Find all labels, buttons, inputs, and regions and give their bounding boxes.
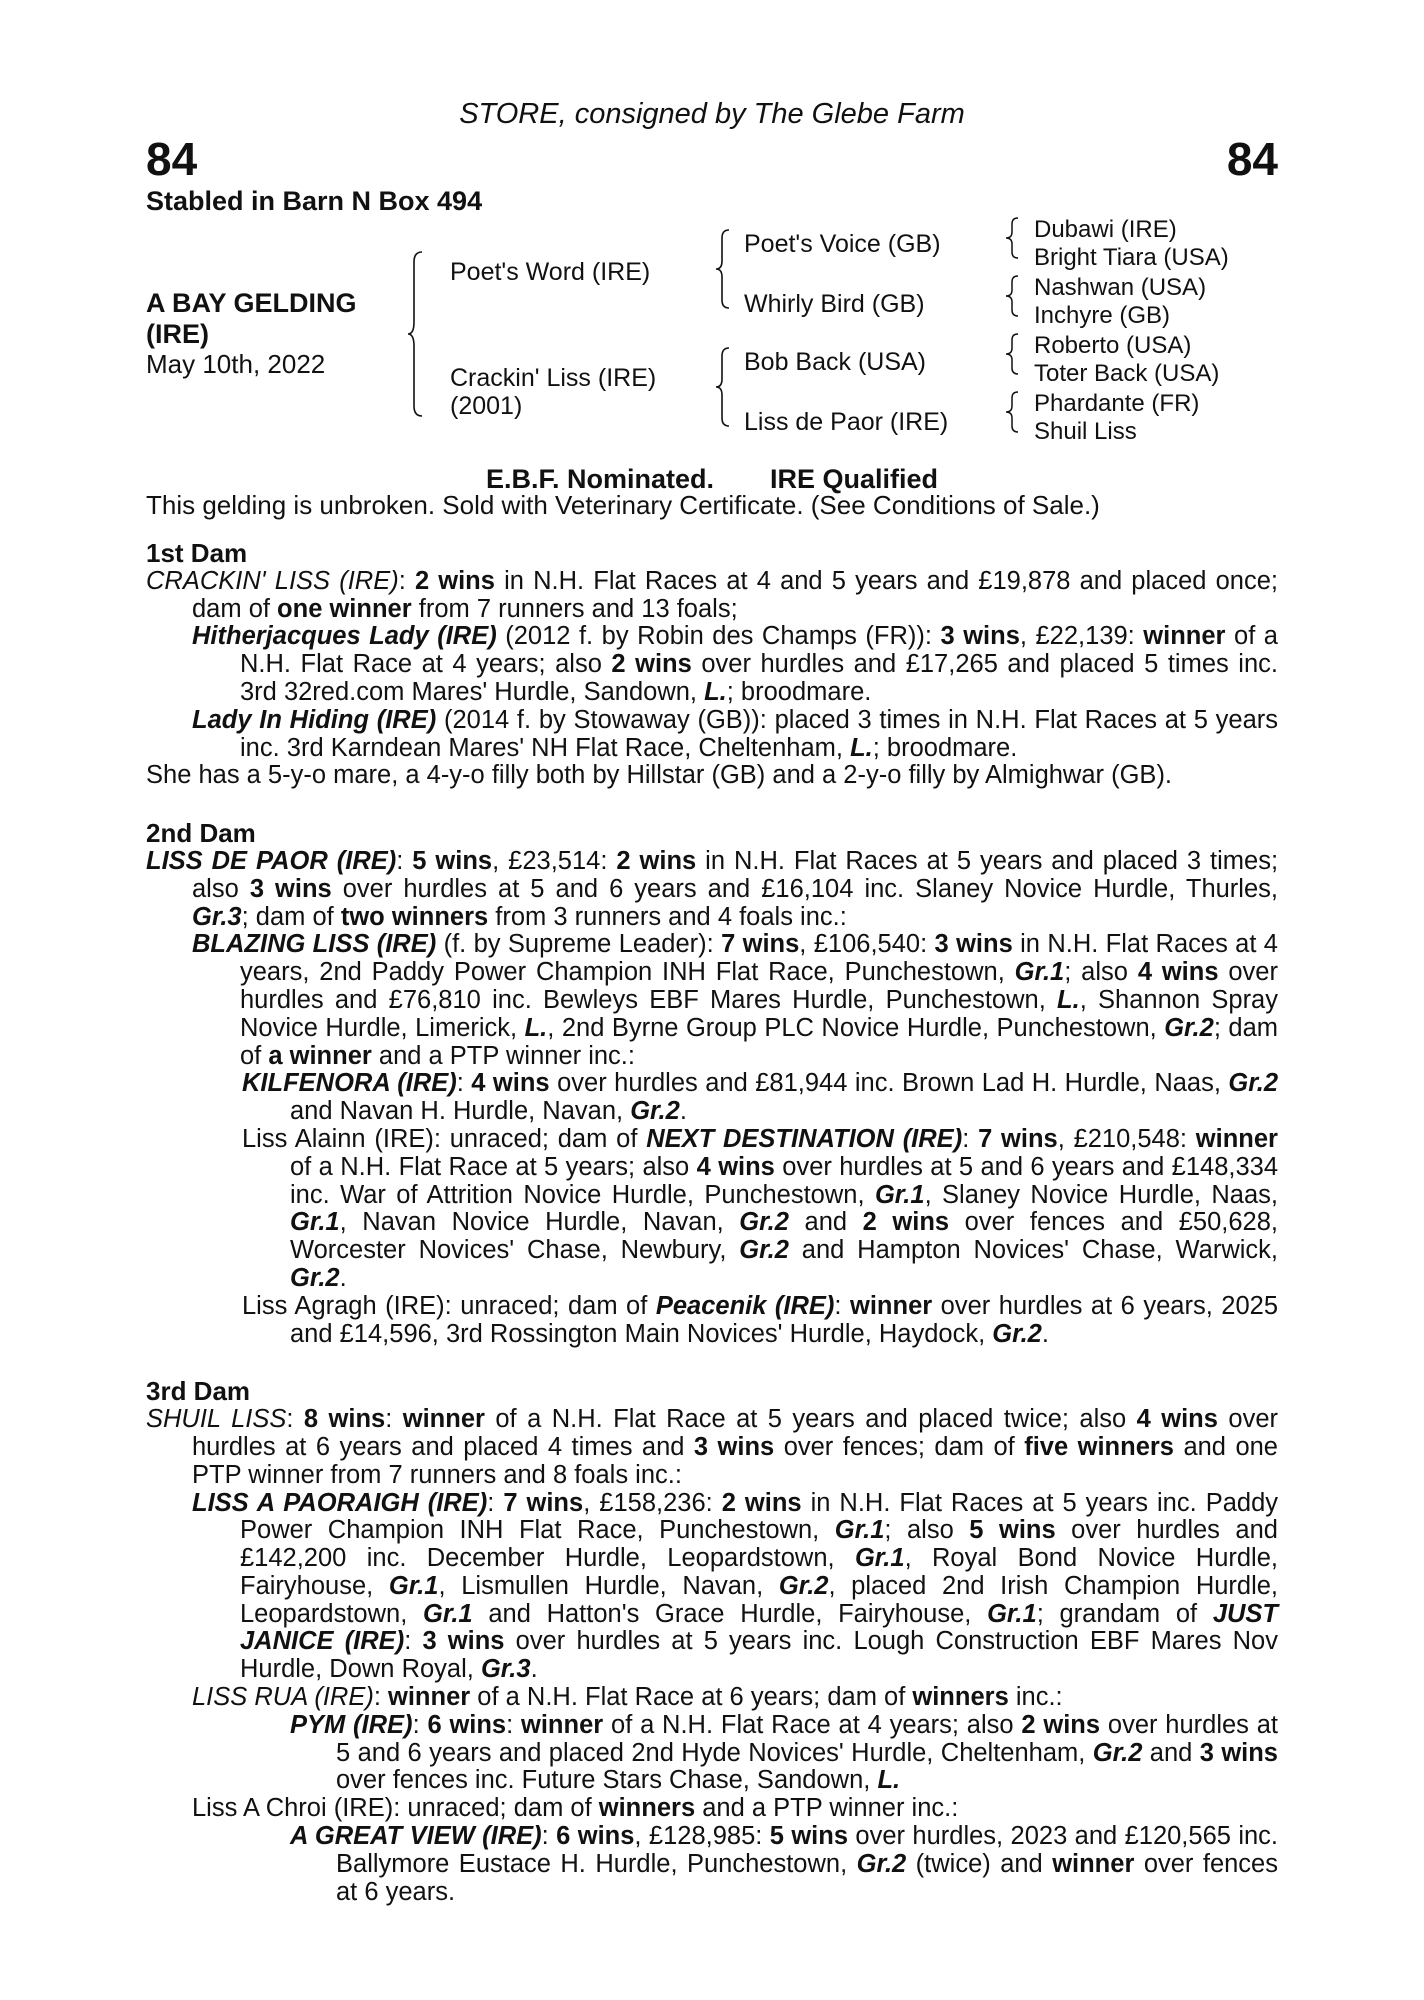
grand-produce-name: JUST JANICE (IRE) [240, 1599, 1278, 1656]
wins: 5 wins [412, 846, 493, 875]
dam3-produce-pym [146, 1712, 1278, 1795]
text: . [530, 1655, 538, 1684]
text: ; also [884, 1516, 970, 1545]
text: : [286, 1405, 304, 1434]
dam2-name: LISS DE PAOR (IRE) [146, 846, 397, 875]
gen2-poets-voice: Poet's Voice (GB) [744, 230, 941, 258]
wins: 3 wins [693, 1432, 775, 1461]
text: . [1041, 1319, 1049, 1348]
gen2-liss-de-paor: Liss de Paor (IRE) [744, 408, 949, 436]
text: : [404, 1627, 423, 1656]
text: : [396, 846, 413, 875]
group-race: Gr.2 [290, 1263, 340, 1292]
wins: 5 wins [969, 1516, 1056, 1545]
text: , £128,985: [634, 1822, 770, 1851]
group-race: Gr.2 [739, 1236, 789, 1265]
winner: winner [850, 1291, 933, 1320]
pedigree-brace-2b [716, 346, 734, 428]
ebf-nominated: E.B.F. Nominated. [485, 464, 714, 494]
text: over hurdles at 5 and 6 years and placed 2nd Hyde Novices' Hurdle, Cheltenham, [336, 1710, 1278, 1767]
dam1-young-stock: She has a 5-y-o mare, a 4-y-o filly both by Hillstar (GB) and a 2-y-o filly by Almighwar (GB). [146, 761, 1173, 790]
produce-name: LISS A PAORAIGH (IRE) [192, 1488, 488, 1517]
wins: 3 wins [1199, 1738, 1278, 1767]
text: ; broodmare. [726, 677, 872, 706]
winner: winner [1143, 622, 1226, 651]
winner: winner [388, 1683, 471, 1712]
gen2-whirly-bird: Whirly Bird (GB) [744, 290, 925, 318]
text: of a N.H. Flat Race at 4 years; also [240, 622, 1278, 679]
gen3-dubawi: Dubawi (IRE) [1034, 216, 1177, 243]
wins: 2 wins [611, 650, 692, 679]
dam3-produce-a-great-view [146, 1823, 1278, 1906]
consignor-line: STORE, consigned by The Glebe Farm [459, 98, 965, 130]
text: from 7 runners and 13 foals; [411, 594, 738, 623]
pedigree-brace-3c [1006, 332, 1022, 376]
text: and Hatton's Grace Hurdle, Fairyhouse, [472, 1599, 988, 1628]
text: over hurdles and £81,944 inc. Brown Lad H. Hurdle, Naas, [549, 1069, 1229, 1098]
dam3-entry [146, 1406, 1278, 1489]
text: (2014 f. by Stowaway (GB)): placed 3 times in N.H. Flat Races at 5 years inc. 3rd Karndean Mares' NH Flat Race, Cheltenham, [240, 705, 1278, 762]
text: . [679, 1097, 687, 1126]
gen3-inchyre: Inchyre (GB) [1034, 302, 1171, 329]
text: , £106,540: [799, 930, 935, 959]
group-race: Gr.1 [423, 1599, 473, 1628]
text: : [373, 1683, 389, 1712]
text: over fences and £50,628, Worcester Novices' Chase, Newbury, [290, 1208, 1278, 1265]
text: of a N.H. Flat Race at 4 years; also [603, 1710, 1022, 1739]
text: inc.: [1008, 1683, 1063, 1712]
winners-count: two winners [340, 902, 489, 931]
produce-name: LISS RUA (IRE) [192, 1683, 374, 1712]
produce-record [146, 540, 1278, 1906]
listed-race: L. [524, 1013, 548, 1042]
text: , £210,548: [1057, 1124, 1196, 1153]
winner: winner [521, 1710, 604, 1739]
text: ; also [1064, 958, 1138, 987]
produce-name: KILFENORA (IRE) [242, 1069, 457, 1098]
dam2-produce-kilfenora [146, 1070, 1278, 1126]
stabling-location: Stabled in Barn N Box 494 [146, 186, 483, 216]
text: from 3 runners and 4 foals inc.: [488, 902, 847, 931]
text: , Shannon Spray Novice Hurdle, Limerick, [240, 985, 1278, 1042]
dam1-produce-2 [146, 707, 1278, 763]
winner: winner [1052, 1849, 1135, 1878]
listed-race: L. [704, 677, 727, 706]
text: ; grandam of [1036, 1599, 1213, 1628]
wins: 5 wins [769, 1822, 849, 1851]
dam-year: (2001) [450, 392, 523, 420]
text: over hurdles and £142,200 inc. December Hurdle, Leopardstown, [240, 1516, 1278, 1573]
listed-race: L. [850, 733, 873, 762]
text: and a PTP winner inc.: [695, 1794, 959, 1823]
dam1-produce-1 [146, 623, 1278, 706]
foaling-date: May 10th, 2022 [146, 349, 326, 379]
group-race: Gr.2 [1228, 1069, 1279, 1098]
dam1-name: CRACKIN' LISS (IRE) [146, 566, 399, 595]
gen3-nashwan: Nashwan (USA) [1034, 274, 1207, 301]
text: , Royal Bond Novice Hurdle, Fairyhouse, [240, 1544, 1278, 1600]
produce-name: A GREAT VIEW (IRE) [290, 1822, 542, 1851]
text: : [487, 1488, 504, 1517]
text: and a PTP winner inc.: [371, 1041, 635, 1070]
lot-number-right: 84 [1226, 133, 1278, 185]
wins: 3 wins [940, 622, 1020, 651]
group-race: Gr.1 [1014, 958, 1065, 987]
text: , Navan Novice Hurdle, Navan, [339, 1208, 740, 1237]
produce-name: Hitherjacques Lady (IRE) [192, 622, 497, 651]
wins: 6 wins [556, 1822, 635, 1851]
group-race: Gr.2 [992, 1319, 1042, 1348]
group-race: Gr.2 [856, 1849, 907, 1878]
pedigree-brace-3a [1006, 216, 1022, 260]
text: : [962, 1124, 979, 1153]
produce-name: NEXT DESTINATION (IRE) [646, 1124, 963, 1153]
text: (f. by Supreme Leader): [436, 930, 722, 959]
group-race: Gr.2 [630, 1097, 680, 1126]
sale-conditions-note: This gelding is unbroken. Sold with Veterinary Certificate. (See Conditions of Sale.) [146, 490, 1100, 520]
wins: 7 wins [978, 1124, 1058, 1153]
gen3-phardante: Phardante (FR) [1034, 390, 1200, 417]
wins: 2 wins [721, 1488, 802, 1517]
produce-name: BLAZING LISS (IRE) [192, 930, 437, 959]
dam3-produce-liss-a-chroi [146, 1795, 1278, 1823]
text: over hurdles at 5 and 6 years and £148,334 inc. War of Attrition Novice Hurdle, Punchestown, [290, 1152, 1279, 1209]
text: , £158,236: [583, 1488, 722, 1517]
text: : [456, 1069, 472, 1098]
gen3-roberto: Roberto (USA) [1034, 332, 1192, 359]
winners-count: a winner [268, 1041, 372, 1070]
text: Liss Agragh (IRE): unraced; dam of [242, 1291, 656, 1320]
wins: 6 wins [427, 1710, 507, 1739]
horse-title-line2: (IRE) [146, 319, 209, 349]
text: and Navan H. Hurdle, Navan, [290, 1097, 631, 1126]
gen2-bob-back: Bob Back (USA) [744, 348, 927, 376]
text: , 2nd Byrne Group PLC Novice Hurdle, Punchestown, [547, 1013, 1165, 1042]
dam2-produce-liss-agragh [146, 1293, 1278, 1349]
dam3-produce-liss-rua [146, 1684, 1278, 1712]
wins: 4 wins [1137, 958, 1219, 987]
text: ; dam of [241, 902, 341, 931]
text: over fences inc. Future Stars Chase, Sandown, [336, 1766, 878, 1795]
wins: 3 wins [422, 1627, 505, 1656]
wins: 7 wins [721, 930, 800, 959]
ire-qualified: IRE Qualified [770, 464, 939, 494]
produce-name: Peacenik (IRE) [655, 1291, 835, 1320]
group-race: Gr.2 [1092, 1738, 1143, 1767]
wins: 3 wins [249, 874, 332, 903]
text: over hurdles at 6 years, 2025 and £14,596, 3rd Rossington Main Novices' Hurdle, Haydock, [290, 1291, 1279, 1348]
listed-race: L. [1057, 985, 1080, 1014]
wins: 2 wins [1021, 1710, 1101, 1739]
dam2-produce-liss-alainn [146, 1126, 1278, 1293]
winners-count: five winners [1024, 1432, 1174, 1461]
wins: 4 wins [696, 1152, 775, 1181]
text: , £22,139: [1019, 622, 1144, 651]
dam1-heading: 1st Dam [146, 538, 248, 568]
dam-name: Crackin' Liss (IRE) [450, 364, 657, 392]
text: : [412, 1710, 428, 1739]
gen3-toter-back: Toter Back (USA) [1034, 360, 1220, 387]
dam2-heading: 2nd Dam [146, 818, 256, 849]
winners-count: winners [912, 1683, 1009, 1712]
text: and one PTP winner from 7 runners and 8 foals inc.: [192, 1432, 1278, 1489]
winners-count: one winner [277, 594, 412, 623]
text: in N.H. Flat Races at 5 years inc. Paddy Power Champion INH Flat Race, Punchestown, [240, 1488, 1278, 1545]
dam3-heading: 3rd Dam [146, 1376, 251, 1407]
text: over hurdles at 5 years inc. Lough Construction EBF Mares Nov Hurdle, Down Royal, [240, 1627, 1278, 1684]
sire-name: Poet's Word (IRE) [450, 258, 651, 286]
produce-name: Lady In Hiding (IRE) [192, 705, 437, 734]
gen3-bright-tiara: Bright Tiara (USA) [1034, 244, 1229, 271]
text: , placed 2nd Irish Champion Hurdle, Leopardstown, [240, 1571, 1279, 1628]
text: and Hampton Novices' Chase, Warwick, [788, 1236, 1278, 1265]
text: and [788, 1208, 863, 1237]
horse-title-line1: A BAY GELDING [146, 288, 357, 318]
produce-name: PYM (IRE) [290, 1710, 413, 1739]
wins: 2 wins [616, 846, 697, 875]
text: , Lismullen Hurdle, Navan, [438, 1571, 779, 1600]
text: and [1142, 1738, 1200, 1767]
winners-count: winners [598, 1794, 696, 1823]
text: : [506, 1710, 522, 1739]
text: over fences at 6 years. [336, 1849, 1278, 1906]
text: , Slaney Novice Hurdle, Naas, [924, 1180, 1278, 1209]
horse-title [146, 288, 357, 350]
pedigree-brace-2a [716, 228, 734, 310]
text: : [398, 566, 415, 595]
group-race: Gr.1 [834, 1516, 885, 1545]
listed-race: L. [877, 1766, 901, 1795]
text: , £23,514: [492, 846, 617, 875]
text: over hurdles and £76,810 inc. Bewleys EBF Mares Hurdle, Punchestown, [240, 958, 1278, 1014]
text: over fences; dam of [774, 1432, 1025, 1461]
wins: 4 wins [471, 1069, 550, 1098]
dam2-produce-blazing-liss [146, 931, 1278, 1070]
text: . [339, 1263, 347, 1292]
winner: winner [1195, 1124, 1278, 1153]
text: (2012 f. by Robin des Champs (FR)): [496, 622, 941, 651]
text: over hurdles and £17,265 and placed 5 times inc. 3rd 32red.com Mares' Hurdle, Sandown, [240, 650, 1278, 706]
text: in N.H. Flat Races at 5 years and placed 3 times; also [192, 846, 1279, 903]
dam3-produce-liss-a-paoraigh [146, 1490, 1278, 1685]
text: : [834, 1291, 850, 1320]
text: over hurdles, 2023 and £120,565 inc. Ballymore Eustace H. Hurdle, Punchestown, [336, 1822, 1279, 1878]
group-race: Gr.1 [874, 1180, 925, 1209]
dam2-entry [146, 848, 1278, 931]
text: ; broodmare. [872, 733, 1018, 762]
wins: 8 wins [303, 1405, 386, 1434]
text: : [541, 1822, 557, 1851]
text: of a N.H. Flat Race at 5 years; also [290, 1152, 697, 1181]
pedigree-brace-1 [408, 250, 428, 418]
text: : [385, 1405, 403, 1434]
gen3-shuil-liss: Shuil Liss [1034, 418, 1137, 445]
group-race: Gr.3 [480, 1655, 531, 1684]
text: over hurdles at 5 and 6 years and £16,104 inc. Slaney Novice Hurdle, Thurles, [331, 874, 1278, 903]
wins: 2 wins [414, 566, 495, 595]
group-race: Gr.1 [388, 1571, 439, 1600]
group-race: Gr.1 [987, 1599, 1037, 1628]
wins: 4 wins [1136, 1405, 1218, 1434]
group-race: Gr.2 [1164, 1013, 1214, 1042]
wins: 7 wins [503, 1488, 584, 1517]
text: of a N.H. Flat Race at 6 years; dam of [470, 1683, 913, 1712]
text: over hurdles at 6 years and placed 4 times and [192, 1405, 1279, 1461]
text: of a N.H. Flat Race at 5 years and placed twice; also [484, 1405, 1137, 1434]
text: in N.H. Flat Races at 4 and 5 years and £19,878 and placed once; dam of [192, 566, 1278, 623]
wins: 2 wins [862, 1208, 950, 1237]
text: ; dam of [240, 1013, 1279, 1070]
pedigree-brace-3d [1006, 390, 1022, 434]
lot-number-left: 84 [146, 133, 198, 185]
wins: 3 wins [934, 930, 1013, 959]
text: (twice) and [906, 1849, 1053, 1878]
pedigree-brace-3b [1006, 274, 1022, 318]
group-race: Gr.2 [778, 1571, 829, 1600]
winner: winner [402, 1405, 485, 1434]
text: Liss A Chroi (IRE): unraced; dam of [192, 1794, 599, 1823]
group-race: Gr.1 [290, 1208, 340, 1237]
dam3-name: SHUIL LISS [146, 1405, 287, 1434]
text: in N.H. Flat Races at 4 years, 2nd Paddy Power Champion INH Flat Race, Punchestown, [240, 930, 1278, 987]
group-race: Gr.3 [192, 902, 242, 931]
dam1-entry [146, 568, 1278, 624]
text: Liss Alainn (IRE): unraced; dam of [242, 1124, 647, 1153]
group-race: Gr.1 [854, 1544, 905, 1573]
group-race: Gr.2 [739, 1208, 789, 1237]
